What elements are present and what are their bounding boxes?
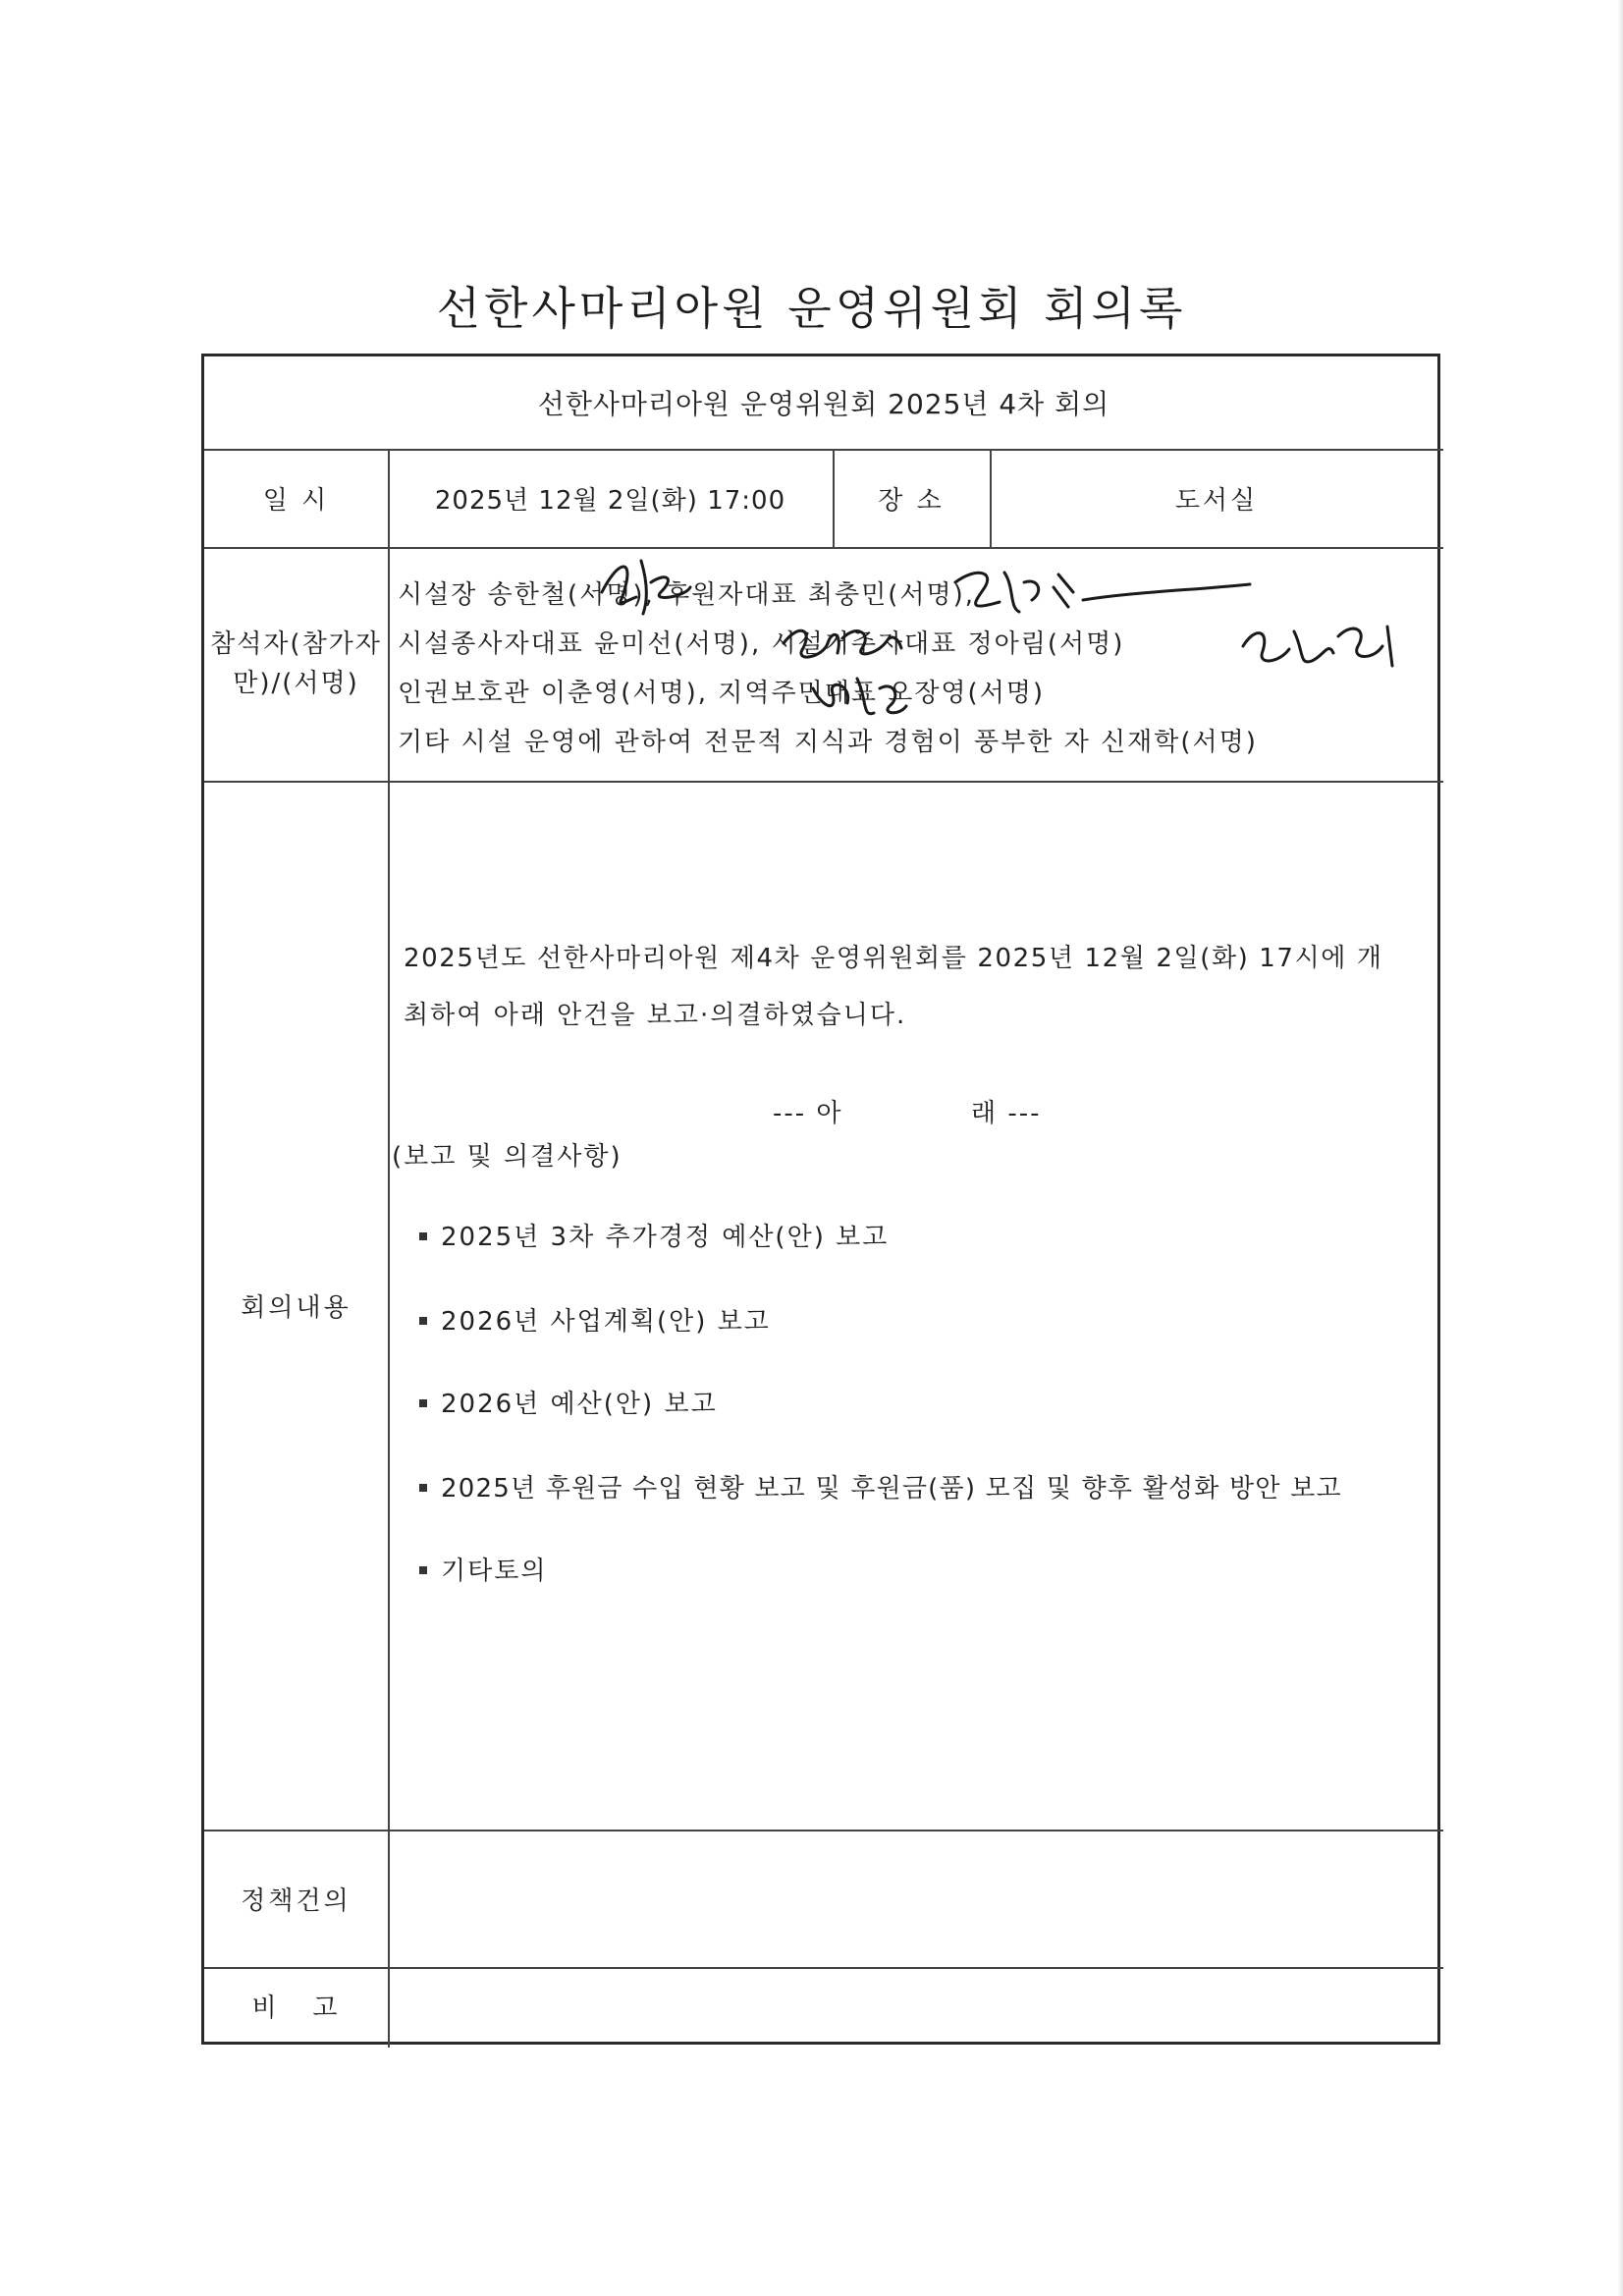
bullet-icon [419, 1399, 427, 1407]
datetime-label: 일 시 [262, 485, 330, 516]
agenda-item-text: 2025년 후원금 수입 현황 보고 및 후원금(품) 모집 및 향후 활성화 방안 보고 [441, 1474, 1342, 1503]
attendee-line: 기타 시설 운영에 관하여 전문적 지식과 경험이 풍부한 자 신재학(서명) [398, 728, 1258, 757]
scan-edge [1617, 0, 1623, 2296]
datetime-value: 2025년 12월 2일(화) 17:00 [434, 485, 786, 516]
content-intro [404, 930, 1434, 1044]
attendee-line: 시설종사자대표 윤미선(서명), 시설거주자대표 정아림(서명) [398, 629, 1125, 659]
agenda-item [419, 1468, 1342, 1504]
agenda-item [419, 1217, 889, 1253]
bullet-icon [419, 1484, 427, 1492]
agenda-item-text: 2026년 예산(안) 보고 [441, 1390, 718, 1419]
agenda-item [419, 1384, 718, 1420]
signature-choi [946, 563, 1260, 622]
attendees-label-line1: 참석자(참가자 [210, 629, 382, 659]
attendees-label [204, 547, 388, 781]
content-intro-line1: 2025년도 선한사마리아원 제4차 운영위원회를 2025년 12월 2일(화) 17시에 개 [404, 944, 1383, 973]
policy-label: 정책건의 [241, 1886, 352, 1916]
place-value: 도서실 [1174, 485, 1259, 516]
content-label: 회의내용 [241, 1292, 352, 1323]
agenda-item-text: 2026년 사업계획(안) 보고 [441, 1307, 771, 1337]
agenda-item-text: 기타토의 [441, 1557, 548, 1586]
remarks-label: 비 고 [251, 1994, 341, 2023]
policy-value [390, 1830, 1440, 1967]
attendee-line: 시설장 송한철(서명), 후원자대표 최충민(서명), [398, 580, 975, 610]
document-title: 선한사마리아원 운영위원회 회의록 [436, 282, 1187, 335]
content-intro-line2: 최하여 아래 안건을 보고·의결하였습니다. [404, 1001, 907, 1030]
notice-divider-left: --- 아 [773, 1099, 843, 1128]
attendee-line: 인권보호관 이춘영(서명), 지역주민대표 오장영(서명) [398, 679, 1046, 708]
agenda-item-text: 2025년 3차 추가경정 예산(안) 보고 [441, 1223, 890, 1252]
signature-jeong [1235, 612, 1402, 676]
section-heading: (보고 및 의결사항) [392, 1142, 622, 1172]
remarks-value [390, 1967, 1440, 2045]
agenda-item [419, 1301, 771, 1338]
agenda-item [419, 1551, 547, 1587]
minutes-form [201, 354, 1440, 2045]
notice-divider-right: 래 --- [971, 1099, 1042, 1128]
signature-song [592, 553, 700, 622]
place-label: 장 소 [878, 485, 945, 516]
signature-lee [803, 669, 911, 723]
bullet-icon [419, 1566, 427, 1574]
bullet-icon [419, 1232, 427, 1240]
signature-yoon [779, 614, 906, 668]
bullet-icon [419, 1317, 427, 1325]
meeting-name: 선한사마리아원 운영위원회 2025년 4차 회의 [537, 388, 1110, 420]
attendees-label-line2: 만)/(서명) [233, 669, 359, 698]
content-body [390, 781, 1440, 1830]
